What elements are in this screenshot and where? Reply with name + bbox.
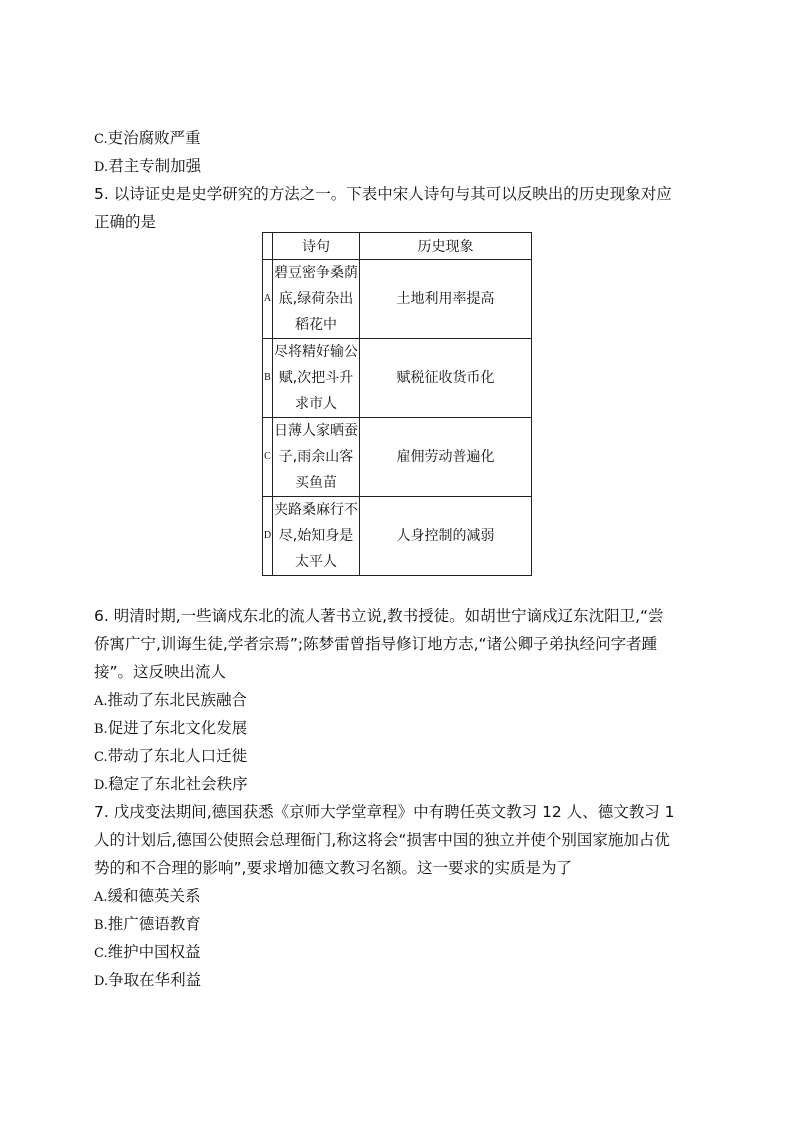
poem-line: 买鱼苗 [295,475,337,491]
poem-table [262,232,532,576]
option-text: 争取在华利益 [108,971,202,989]
q6-option-a [94,690,247,712]
q6-option-d [94,774,248,796]
q5-stem-line: 5. 以诗证史是史学研究的方法之一。下表中宋人诗句与其可以反映出的历史现象对应 [94,185,672,203]
option-text: 推广德语教育 [107,915,201,933]
poem-line: 求市人 [295,396,337,412]
table-row [263,339,532,418]
q7-stem-line: 7. 戊戌变法期间,德国获悉《京师大学堂章程》中有聘任英文教习 12 人、德文教习 1 [94,803,675,821]
option-label: A. [94,694,108,709]
q7-option-b [94,914,201,936]
option-text: 吏治腐败严重 [107,129,201,147]
option-label: D. [94,778,109,793]
option-text: 推动了东北民族融合 [107,691,248,709]
phenomenon-cell: 赋税征收货币化 [360,339,532,418]
row-letter: C [263,418,273,497]
option-text: 促进了东北文化发展 [107,719,248,737]
option-text: 维护中国权益 [107,943,201,961]
option-text: 稳定了东北社会秩序 [108,775,248,793]
q5-stem-line: 正确的是 [94,213,157,231]
q6-stem-line: 接”。这反映出流人 [94,663,227,681]
poem-line: 底,绿荷杂出 [278,291,354,307]
table-header [263,233,532,260]
poem-line: 稻花中 [295,317,337,333]
poem-line: 子,雨余山客 [278,449,354,465]
header-cell [263,233,273,260]
phenomenon-cell: 雇佣劳动普遍化 [360,418,532,497]
poem-line: 夹路桑麻行不 [274,502,358,518]
option-label: C. [94,750,108,765]
table-row [263,497,532,576]
poem-cell [273,497,360,576]
q6-stem-line: 6. 明清时期,一些谪戍东北的流人著书立说,教书授徒。如胡世宁谪戍辽东沈阳卫,“尝 [94,607,664,625]
option-text: 君主专制加强 [108,157,202,175]
q6-option-b [94,718,247,740]
option-label: D. [94,974,109,989]
option-text: 带动了东北人口迁徙 [107,747,248,765]
phenomenon-cell: 土地利用率提高 [360,260,532,339]
option-label: C. [94,946,108,961]
phenomenon-cell: 人身控制的减弱 [360,497,532,576]
option-label: D. [94,160,109,175]
q7-stem-line: 势的和不合理的影响”,要求增加德文教习名额。这一要求的实质是为了 [94,859,572,877]
table-row [263,260,532,339]
poem-cell [273,418,360,497]
header-cell: 诗句 [273,233,360,260]
option-text: 缓和德英关系 [107,887,201,905]
poem-line: 碧豆密争桑荫 [274,265,358,281]
table-row [263,418,532,497]
poem-line: 日薄人家晒蚕 [274,423,358,439]
row-letter: B [263,339,273,418]
q7-option-c [94,942,201,964]
q6-option-c [94,746,247,768]
poem-cell [273,260,360,339]
q4-option-d [94,156,201,178]
option-label: B. [94,918,108,933]
option-label: A. [94,890,108,905]
q7-stem-line: 人的计划后,德国公使照会总理衙门,称这将会“损害中国的独立并使个别国家施加占优 [94,831,670,849]
poem-line: 赋,次把斗升 [278,370,354,386]
poem-line: 太平人 [295,554,337,570]
row-letter: D [263,497,273,576]
row-letter: A [263,260,273,339]
option-label: C. [94,132,108,147]
header-cell: 历史现象 [360,233,532,260]
q7-option-d [94,970,201,992]
option-label: B. [94,722,108,737]
q6-stem-line: 侨寓广宁,训诲生徒,学者宗焉”;陈梦雷曾指导修订地方志,“诸公卿子弟执经问字者踵 [94,635,658,653]
q7-option-a [94,886,201,908]
poem-cell [273,339,360,418]
q4-option-c [94,128,201,150]
poem-line: 尽,始知身是 [278,528,354,544]
poem-line: 尽将精好输公 [274,344,358,360]
